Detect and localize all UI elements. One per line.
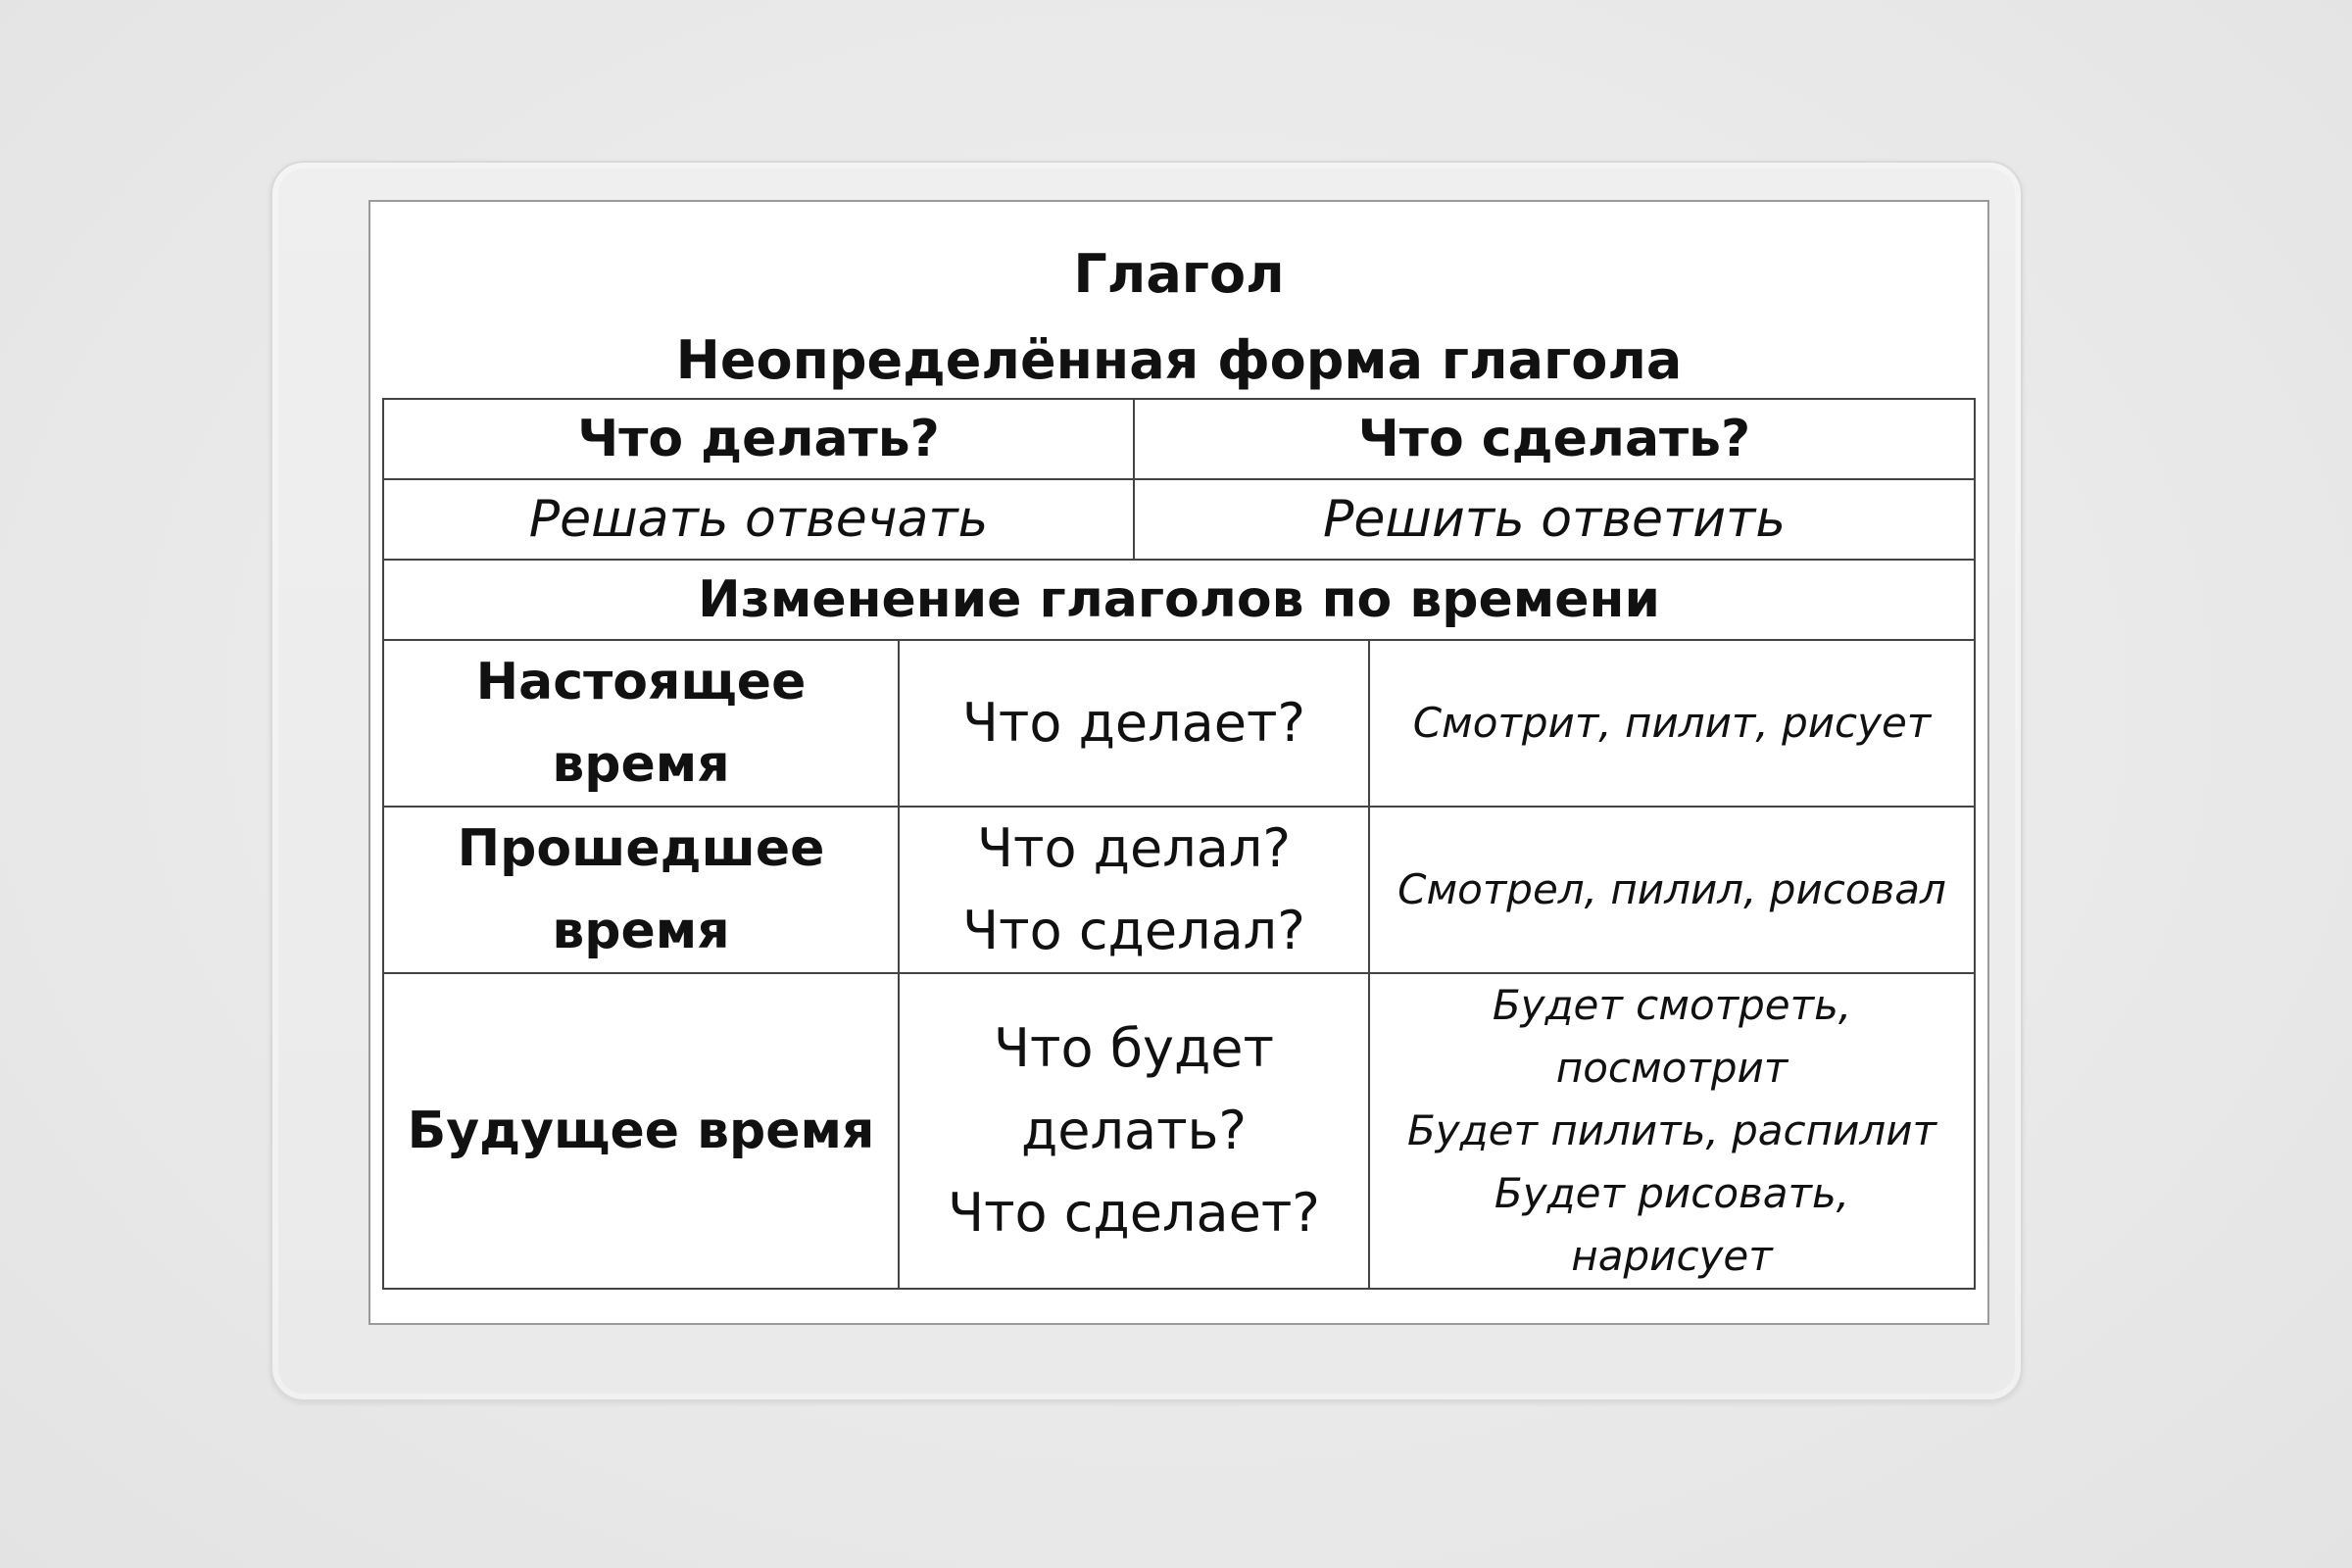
tense-example-line: Будет смотреть,: [1492, 981, 1852, 1029]
tense-example-line: Будет пилить, распилит: [1406, 1106, 1937, 1154]
example-perfective: Решить ответить: [1134, 479, 1975, 560]
tense-question-line: Что сделает?: [948, 1182, 1320, 1244]
question-imperfective: Что делать?: [383, 399, 1134, 479]
title-line-2: Неопределённая форма глагола: [675, 329, 1683, 391]
tense-row-past: [383, 807, 1975, 973]
tense-question-line: Что будет: [994, 1017, 1274, 1079]
tense-name: [383, 640, 899, 807]
card-title: [370, 231, 1987, 404]
section-header-row: [383, 560, 1975, 640]
tense-question-line: Что делал?: [976, 817, 1292, 879]
example-imperfective: Решать отвечать: [383, 479, 1134, 560]
section-title: Изменение глаголов по времени: [383, 560, 1975, 640]
tense-name-line: время: [552, 735, 730, 794]
tense-example-line: Смотрел, пилил, рисовал: [1397, 865, 1946, 913]
tense-name-line: время: [552, 902, 730, 960]
tense-name-line: Настоящее: [475, 653, 807, 711]
tense-question-line: Что сделал?: [962, 900, 1305, 961]
tense-name: [383, 807, 899, 973]
tense-question: [899, 807, 1369, 973]
infinitive-examples-row: [383, 479, 1975, 560]
tense-name-line: Прошедшее: [457, 819, 825, 878]
tense-examples: [1369, 807, 1975, 973]
tense-name: [383, 973, 899, 1289]
tense-row-present: [383, 640, 1975, 807]
tense-example-line: посмотрит: [1555, 1044, 1788, 1092]
verb-reference-card: [368, 200, 1989, 1325]
tense-example-line: Смотрит, пилит, рисует: [1412, 699, 1932, 747]
tense-name-line: Будущее время: [407, 1102, 875, 1160]
title-line-1: Глагол: [1073, 243, 1285, 305]
tense-example-line: Будет рисовать,: [1494, 1169, 1850, 1217]
tense-question: [899, 640, 1369, 807]
tense-question-line: делать?: [1020, 1100, 1248, 1161]
tense-examples: [1369, 640, 1975, 807]
tense-question-line: Что делает?: [961, 692, 1306, 754]
tense-example-line: нарисует: [1571, 1232, 1773, 1280]
tense-question: [899, 973, 1369, 1289]
infinitive-questions-row: [383, 399, 1975, 479]
tense-examples: [1369, 973, 1975, 1289]
tense-row-future: [383, 973, 1975, 1289]
verb-table: [382, 398, 1976, 1290]
question-perfective: Что сделать?: [1134, 399, 1975, 479]
